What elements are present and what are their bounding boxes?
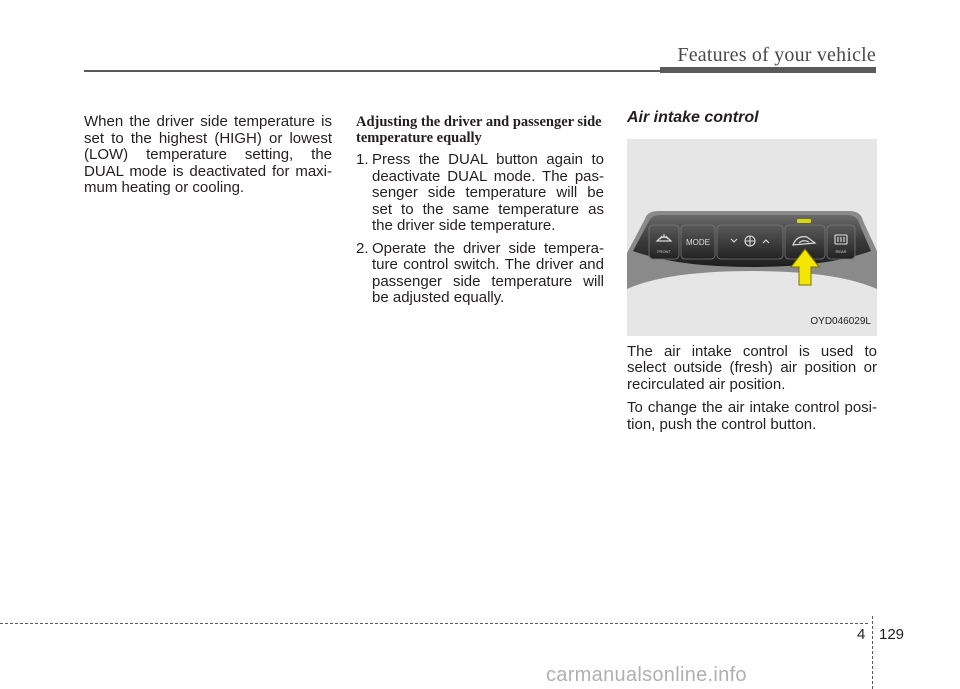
indicator-light bbox=[797, 219, 811, 223]
column-left bbox=[84, 114, 332, 197]
header-rule bbox=[84, 70, 660, 72]
column-right bbox=[627, 110, 877, 433]
list-item-number: 1. bbox=[356, 151, 369, 168]
list-item-text: Press the DUAL button again to deactivate DUAL mode. The pas-senger side temperature will be set to the same temperature as the driver side temperature. bbox=[372, 151, 604, 234]
section-title-air-intake: Air intake control bbox=[627, 109, 759, 126]
figure-code: OYD046029L bbox=[810, 316, 871, 327]
list-item bbox=[356, 152, 604, 235]
front-label: FRONT bbox=[657, 248, 671, 254]
dual-mode-note: When the driver side temperature is set to the highest (HIGH) or lowest (LOW) temperature setting, the DUAL mode is deactivated for maxi-mum heating or cooling. bbox=[84, 113, 332, 196]
page-number: 129 bbox=[879, 626, 905, 643]
rear-label: REAR bbox=[835, 248, 847, 254]
list-item bbox=[356, 241, 604, 307]
header-rule-accent bbox=[660, 67, 876, 73]
air-intake-figure bbox=[627, 139, 877, 336]
list-item-number: 2. bbox=[356, 239, 369, 257]
climate-control-panel-illustration bbox=[627, 139, 877, 336]
air-intake-description: The air intake control is used to select outside (fresh) air position or recirculated air position. bbox=[627, 342, 877, 393]
watermark: carmanualsonline.info bbox=[546, 664, 747, 686]
list-item-text: Operate the driver side tempera-ture control switch. The driver and passenger side temperature will be adjusted equally. bbox=[372, 239, 604, 306]
air-intake-instruction: To change the air intake control posi-tion, push the control button. bbox=[627, 399, 877, 433]
subheading-adjust-equally: Adjusting the driver and passenger side temperature equally bbox=[356, 114, 602, 146]
column-middle bbox=[356, 114, 604, 313]
footer-rule bbox=[0, 623, 868, 624]
chapter-number: 4 bbox=[857, 626, 866, 643]
mode-label: MODE bbox=[686, 237, 710, 247]
footer-divider bbox=[872, 616, 873, 689]
header-title: Features of your vehicle bbox=[677, 44, 876, 66]
